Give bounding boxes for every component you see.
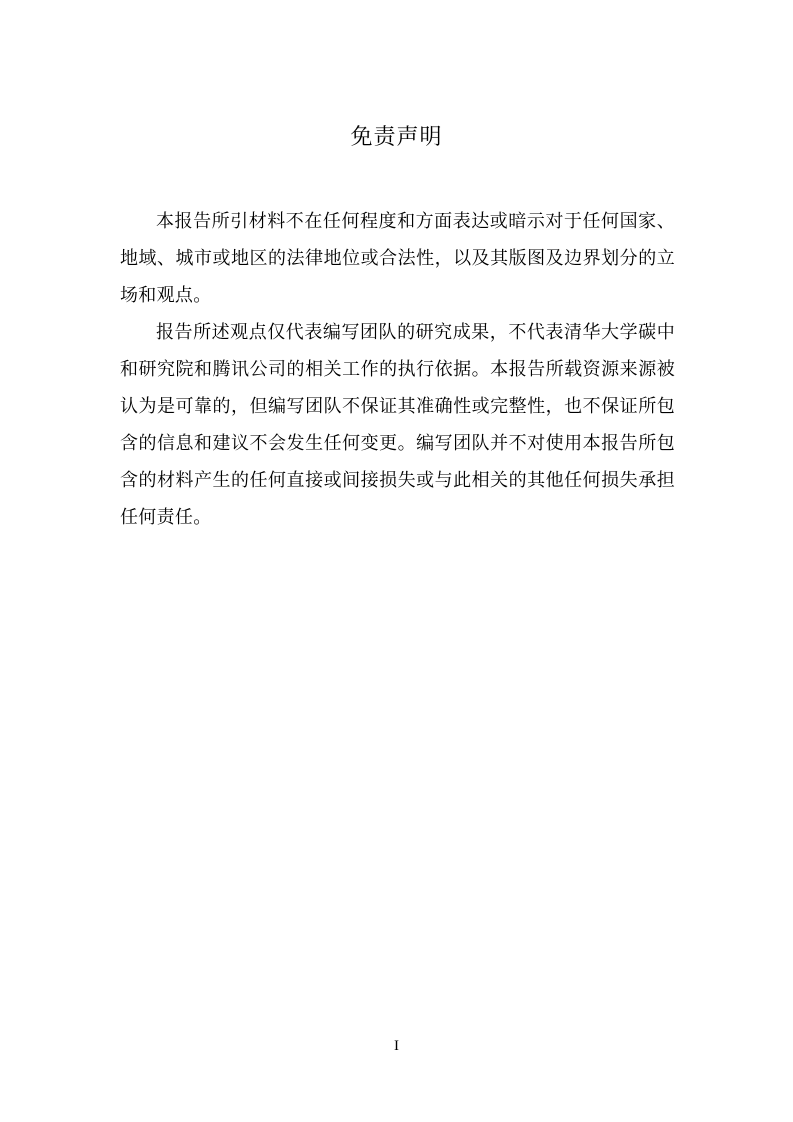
disclaimer-paragraph-2: 报告所述观点仅代表编写团队的研究成果，不代表清华大学碳中和研究院和腾讯公司的相关工作的执行依据。本报告所载资源来源被认为是可靠的，但编写团队不保证其准确性或完整性，也不保证所包含的信息和建议不会发生任何变更。编写团队并不对使用本报告所包含的材料产生的任何直接或间接损失或与此相关的其他任何损失承担任何责任。: [120, 322, 675, 528]
page-title: 免责声明: [350, 125, 443, 150]
page-number: I: [394, 1038, 399, 1054]
disclaimer-body: [120, 203, 675, 536]
disclaimer-paragraph-1: 本报告所引材料不在任何程度和方面表达或暗示对于任何国家、地域、城市或地区的法律地位或合法性，以及其版图及边界划分的立场和观点。: [120, 211, 675, 306]
